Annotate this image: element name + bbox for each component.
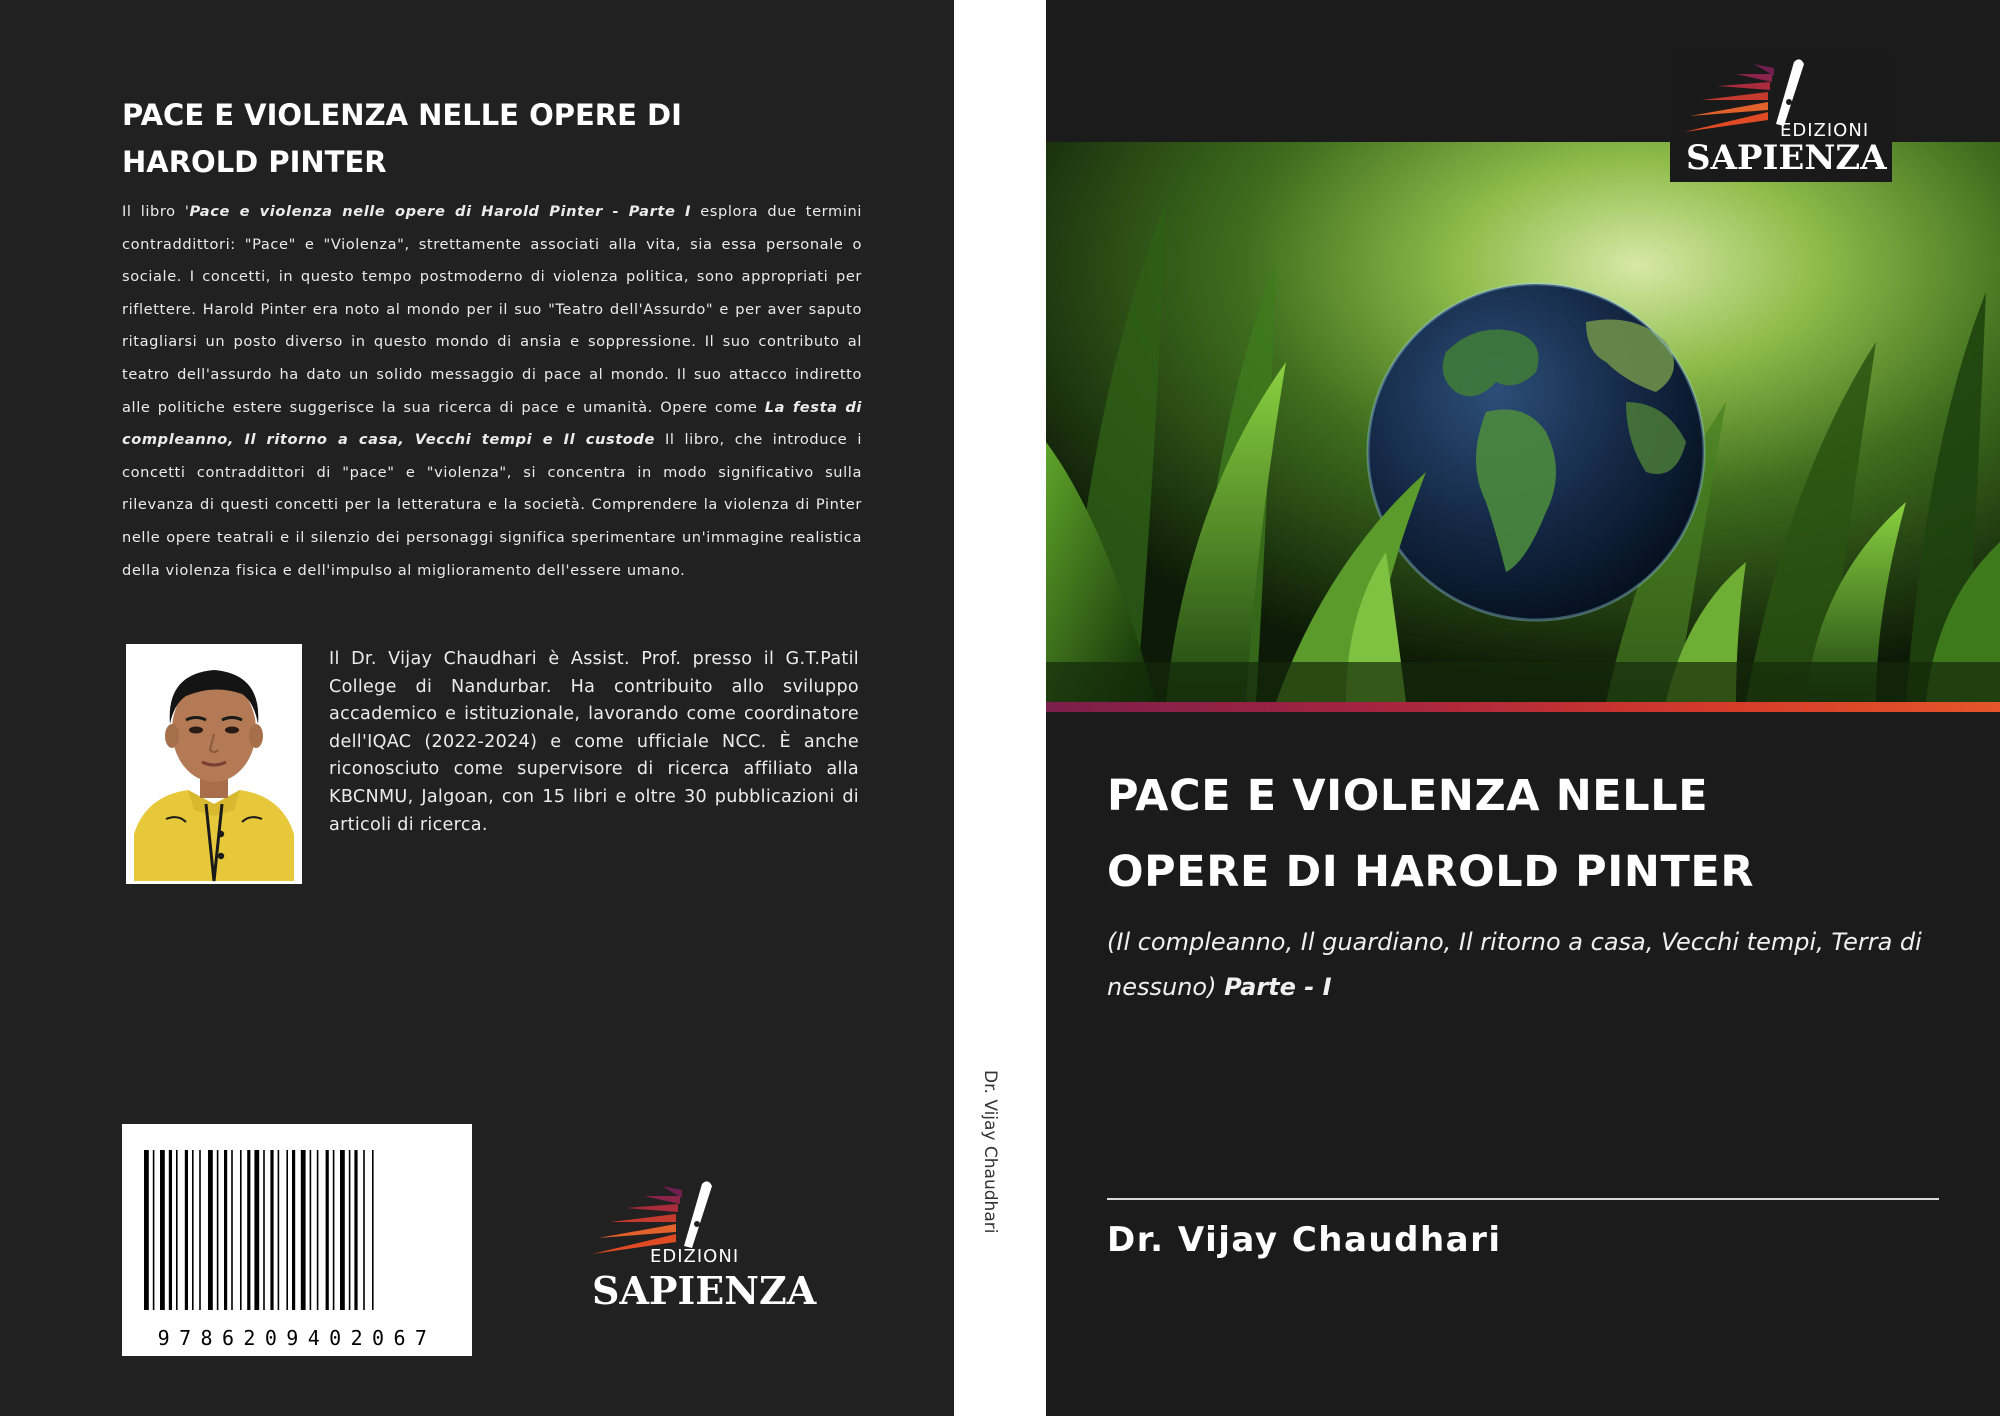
- barcode-bar: [153, 1150, 155, 1310]
- barcode-bar: [270, 1150, 273, 1310]
- barcode-bar: [326, 1150, 329, 1310]
- logo-sapienza-text: SAPIENZA: [1686, 138, 1887, 178]
- back-cover-blurb: [122, 196, 862, 587]
- barcode-bar: [340, 1150, 345, 1310]
- barcode-bar: [208, 1150, 213, 1310]
- barcode-bar: [224, 1150, 227, 1310]
- back-title-line-1: PACE E VIOLENZA NELLE OPERE DI: [122, 98, 682, 132]
- logo-sapienza-text: SAPIENZA: [592, 1268, 817, 1313]
- barcode-bar: [169, 1150, 172, 1310]
- barcode-bar: [144, 1150, 149, 1310]
- barcode-bar: [231, 1150, 233, 1310]
- barcode-bar: [240, 1150, 242, 1310]
- barcode-bar: [185, 1150, 188, 1310]
- barcode-bar: [310, 1150, 312, 1310]
- book-spine: [954, 0, 1046, 1416]
- back-title-line-2: HAROLD PINTER: [122, 145, 387, 179]
- blurb-works-list: La festa di compleanno, Il ritorno a casa, Vecchi tempi e Il custode: [122, 398, 862, 449]
- isbn-barcode: [122, 1124, 472, 1356]
- logo-edizioni-text: EDIZIONI: [1780, 120, 1870, 141]
- author-divider: [1107, 1198, 1939, 1200]
- publisher-logo-back: [584, 1176, 817, 1314]
- front-cover-title: [1107, 758, 1927, 910]
- barcode-bar: [317, 1150, 319, 1310]
- barcode-bar: [247, 1150, 250, 1310]
- logo-edizioni-text: EDIZIONI: [650, 1246, 740, 1267]
- author-portrait-image: [126, 644, 302, 884]
- front-cover-author: Dr. Vijay Chaudhari: [1107, 1220, 1502, 1260]
- back-cover-title: [122, 92, 822, 186]
- barcode-bar: [278, 1150, 280, 1310]
- spine-author: Dr. Vijay Chaudhari: [980, 1070, 1000, 1234]
- blurb-book-title: Pace e violenza nelle opere di Harold Pinter - Parte I: [189, 203, 692, 220]
- barcode-bar: [176, 1150, 178, 1310]
- barcode-bar: [192, 1150, 194, 1310]
- barcode-bar: [254, 1150, 259, 1310]
- blurb-text-1: Il libro ': [122, 203, 190, 220]
- barcode-bar: [372, 1150, 374, 1310]
- author-photo: [126, 644, 302, 884]
- blurb-text-2: esplora due termini contraddittori: "Pace" e "Violenza", strettamente associati alla vita, sia essa personale o sociale. I concetti, in questo tempo postmoderno di violenza politica, sono appropriati per riflettere. Harold Pinter era noto al mondo per il suo "Teatro dell'Assurdo" e per aver saputo ritagliarsi un posto diverso in questo mondo di ansia e soppressione. Il suo contributo al teatro dell'assurdo ha dato un solido messaggio di pace al mondo. Il suo attacco indiretto alle politiche estere suggerisce la sua ricerca di pace e umanità. Opere come: [122, 203, 862, 416]
- front-cover-subtitle: [1107, 920, 1927, 1010]
- subtitle-part: Parte - I: [1224, 973, 1332, 1001]
- barcode-bar: [286, 1150, 288, 1310]
- front-title-line-2: OPERE DI HAROLD PINTER: [1107, 847, 1755, 897]
- subtitle-works: (Il compleanno, Il guardiano, Il ritorno a casa, Vecchi tempi, Terra di nessuno): [1107, 928, 1922, 1001]
- cover-globe-image: [1046, 142, 2000, 702]
- barcode-digits: 9786209402067: [157, 1326, 437, 1350]
- barcode-bar: [363, 1150, 365, 1310]
- barcode-bar: [301, 1150, 306, 1310]
- author-bio: Il Dr. Vijay Chaudhari è Assist. Prof. presso il G.T.Patil College di Nandurbar. Ha contribuito allo sviluppo accademico e istituzionale, lavorando come coordinatore dell'IQAC (2022-2024) e come ufficiale NCC. È anche riconosciuto come supervisore di ricerca affiliato alla KBCNMU, Jalgoan, con 15 libri e oltre 30 pubblicazioni di articoli di ricerca.: [329, 649, 859, 835]
- globe-in-grass-illustration: [1046, 142, 2000, 702]
- front-title-line-1: PACE E VIOLENZA NELLE: [1107, 771, 1709, 821]
- barcode-bar: [292, 1150, 295, 1310]
- barcode-bar: [333, 1150, 335, 1310]
- barcode-bars: [122, 1124, 472, 1324]
- barcode-bar: [263, 1150, 265, 1310]
- barcode-bar: [160, 1150, 165, 1310]
- book-fan-icon: [584, 1176, 794, 1256]
- cover-accent-bar: [1046, 702, 2000, 712]
- barcode-bar: [217, 1150, 219, 1310]
- barcode-bar: [354, 1150, 357, 1310]
- barcode-bar: [349, 1150, 351, 1310]
- publisher-logo-front: [1670, 54, 1892, 182]
- barcode-bar: [199, 1150, 201, 1310]
- blurb-text-3: Il libro, che introduce i concetti contraddittori di "pace" e "violenza", si concentra in modo significativo sulla rilevanza di questi concetti per la letteratura e la società. Comprendere la violenza di Pinter nelle opere teatrali e il silenzio dei personaggi significa sperimentare un'immagine realistica della violenza fisica e dell'impulso al miglioramento dell'essere umano.: [122, 431, 862, 579]
